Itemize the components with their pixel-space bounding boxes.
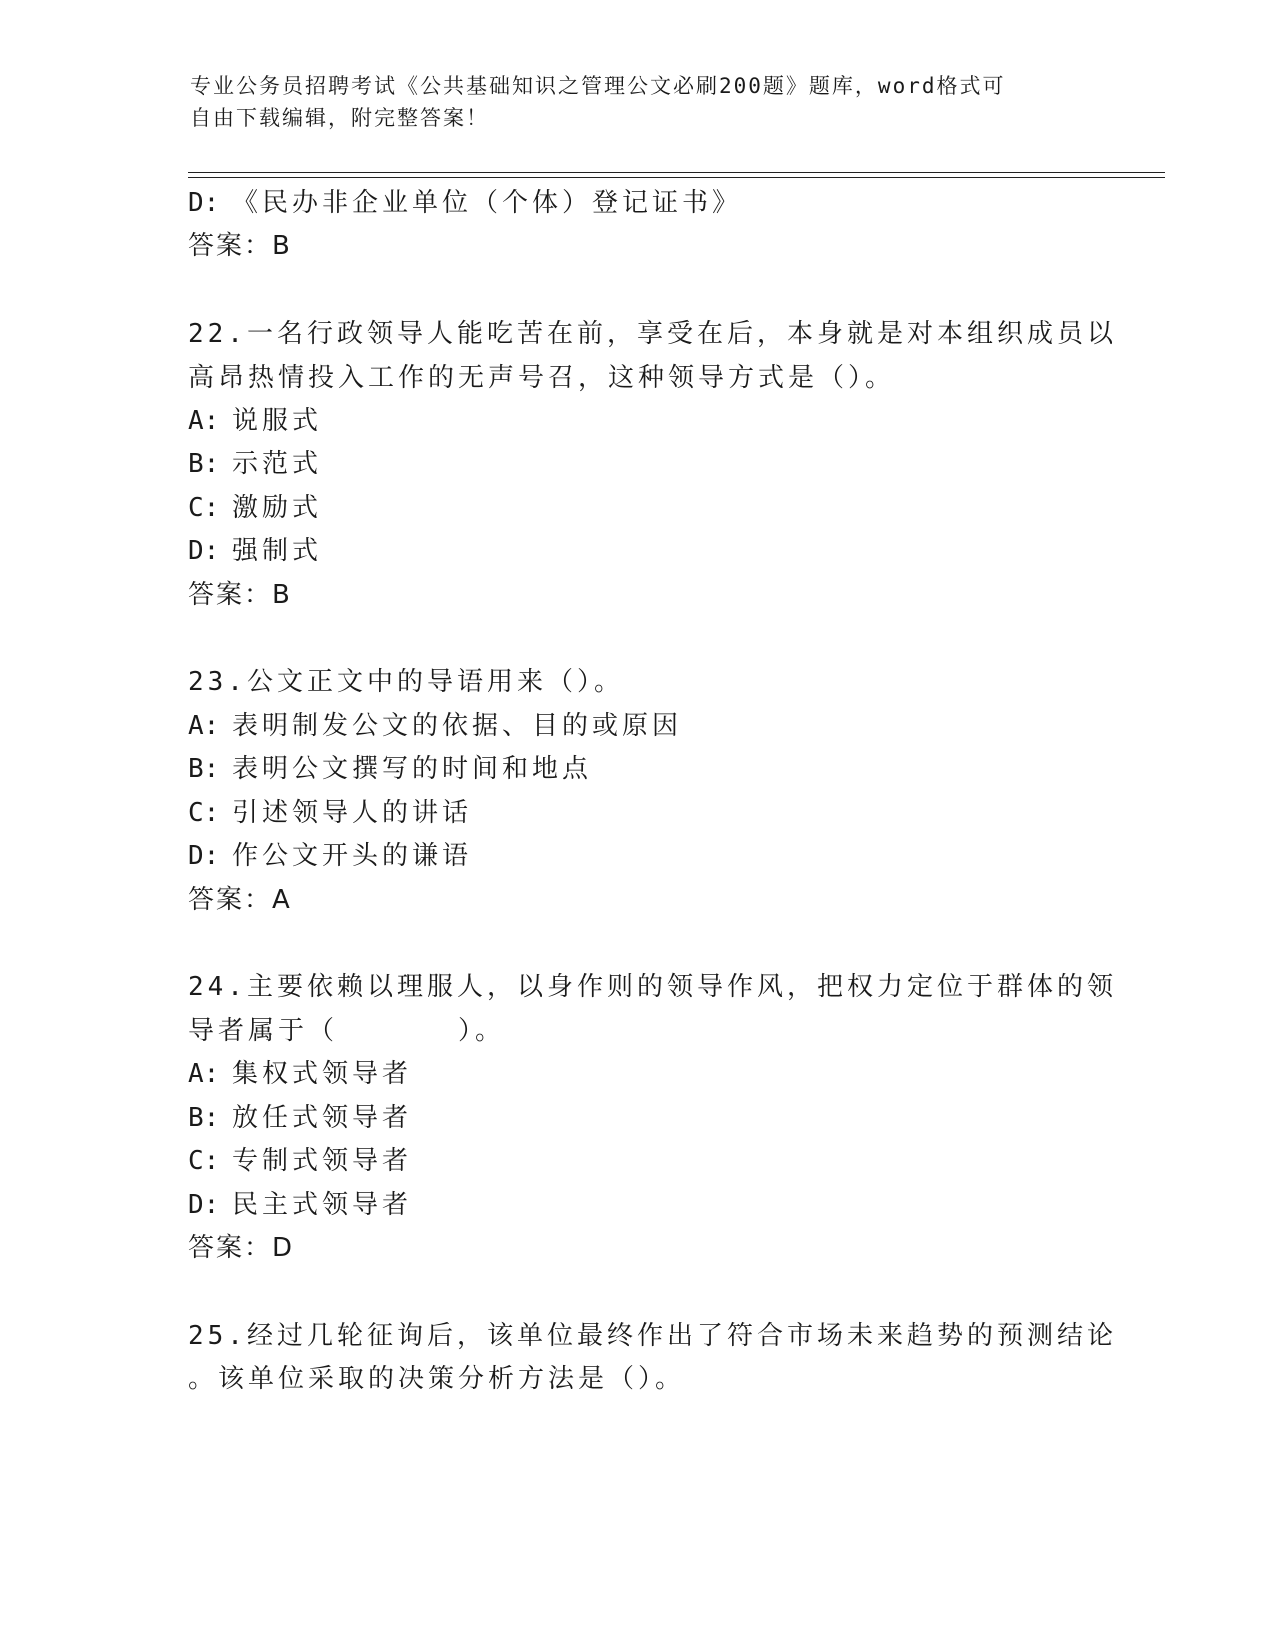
question-23-stem-line-1: 23.公文正文中的导语用来（）。 <box>188 667 624 697</box>
option-text: 集权式领导者 <box>232 1059 413 1089</box>
question-22-option-b <box>188 451 322 477</box>
question-23-option-c <box>188 800 472 826</box>
question-24-option-c <box>188 1148 412 1174</box>
question-23-option-a <box>188 713 682 739</box>
option-letter: A: <box>188 406 220 436</box>
option-letter: D: <box>188 1190 220 1220</box>
question-24-answer: 答案：D <box>188 1233 295 1263</box>
question-22-option-a <box>188 408 322 434</box>
option-letter: D: <box>188 841 220 871</box>
option-text: 作公文开头的谦语 <box>232 841 473 871</box>
option-letter: B: <box>188 754 220 784</box>
option-text: 民主式领导者 <box>232 1190 413 1220</box>
option-text: 示范式 <box>232 449 323 479</box>
option-text: 激励式 <box>232 493 323 523</box>
option-text: 表明制发公文的依据、目的或原因 <box>232 711 683 741</box>
option-letter: C: <box>188 1146 220 1176</box>
document-header-line-2: 自由下载编辑，附完整答案！ <box>190 106 489 130</box>
option-letter: B: <box>188 1103 220 1133</box>
question-25-stem-line-2: 。该单位采取的决策分析方法是（）。 <box>188 1364 686 1394</box>
option-text: 专制式领导者 <box>232 1146 413 1176</box>
option-letter: B: <box>188 449 220 479</box>
question-22-stem-line-2: 高昂热情投入工作的无声号召，这种领导方式是（）。 <box>188 363 896 393</box>
option-letter: C: <box>188 493 220 523</box>
question-22-stem-line-1: 22.一名行政领导人能吃苦在前，享受在后，本身就是对本组织成员以 <box>188 319 1117 349</box>
header-rule-top <box>188 172 1165 173</box>
option-letter: A: <box>188 1059 220 1089</box>
prev-question-answer: 答案：B <box>188 231 292 261</box>
option-text: 说服式 <box>232 406 323 436</box>
question-23-option-d <box>188 843 472 869</box>
prev-question-option-d <box>188 190 742 216</box>
question-23-answer: 答案：A <box>188 885 292 915</box>
option-text: 放任式领导者 <box>232 1103 413 1133</box>
question-22-answer: 答案：B <box>188 580 292 610</box>
question-23-option-b <box>188 756 592 782</box>
option-text: 引述领导人的讲话 <box>232 798 473 828</box>
document-header-line-1: 专业公务员招聘考试《公共基础知识之管理公文必刷200题》题库，word格式可 <box>190 74 1006 98</box>
question-24-option-a <box>188 1061 412 1087</box>
question-22-option-c <box>188 495 322 521</box>
option-letter: C: <box>188 798 220 828</box>
option-letter: D: <box>188 536 220 566</box>
question-24-stem-line-2: 导者属于（ ）。 <box>188 1016 506 1046</box>
question-22-option-d <box>188 538 322 564</box>
option-letter: A: <box>188 711 220 741</box>
question-24-option-d <box>188 1192 412 1218</box>
question-25-stem-line-1: 25.经过几轮征询后，该单位最终作出了符合市场未来趋势的预测结论 <box>188 1321 1117 1351</box>
option-letter: D: <box>188 188 220 218</box>
question-24-option-b <box>188 1105 412 1131</box>
question-24-stem-line-1: 24.主要依赖以理服人，以身作则的领导作风，把权力定位于群体的领 <box>188 972 1117 1002</box>
option-text: 表明公文撰写的时间和地点 <box>232 754 593 784</box>
option-text: 强制式 <box>232 536 323 566</box>
header-rule-bottom <box>188 177 1165 178</box>
option-text: 《民办非企业单位（个体）登记证书》 <box>232 188 743 218</box>
